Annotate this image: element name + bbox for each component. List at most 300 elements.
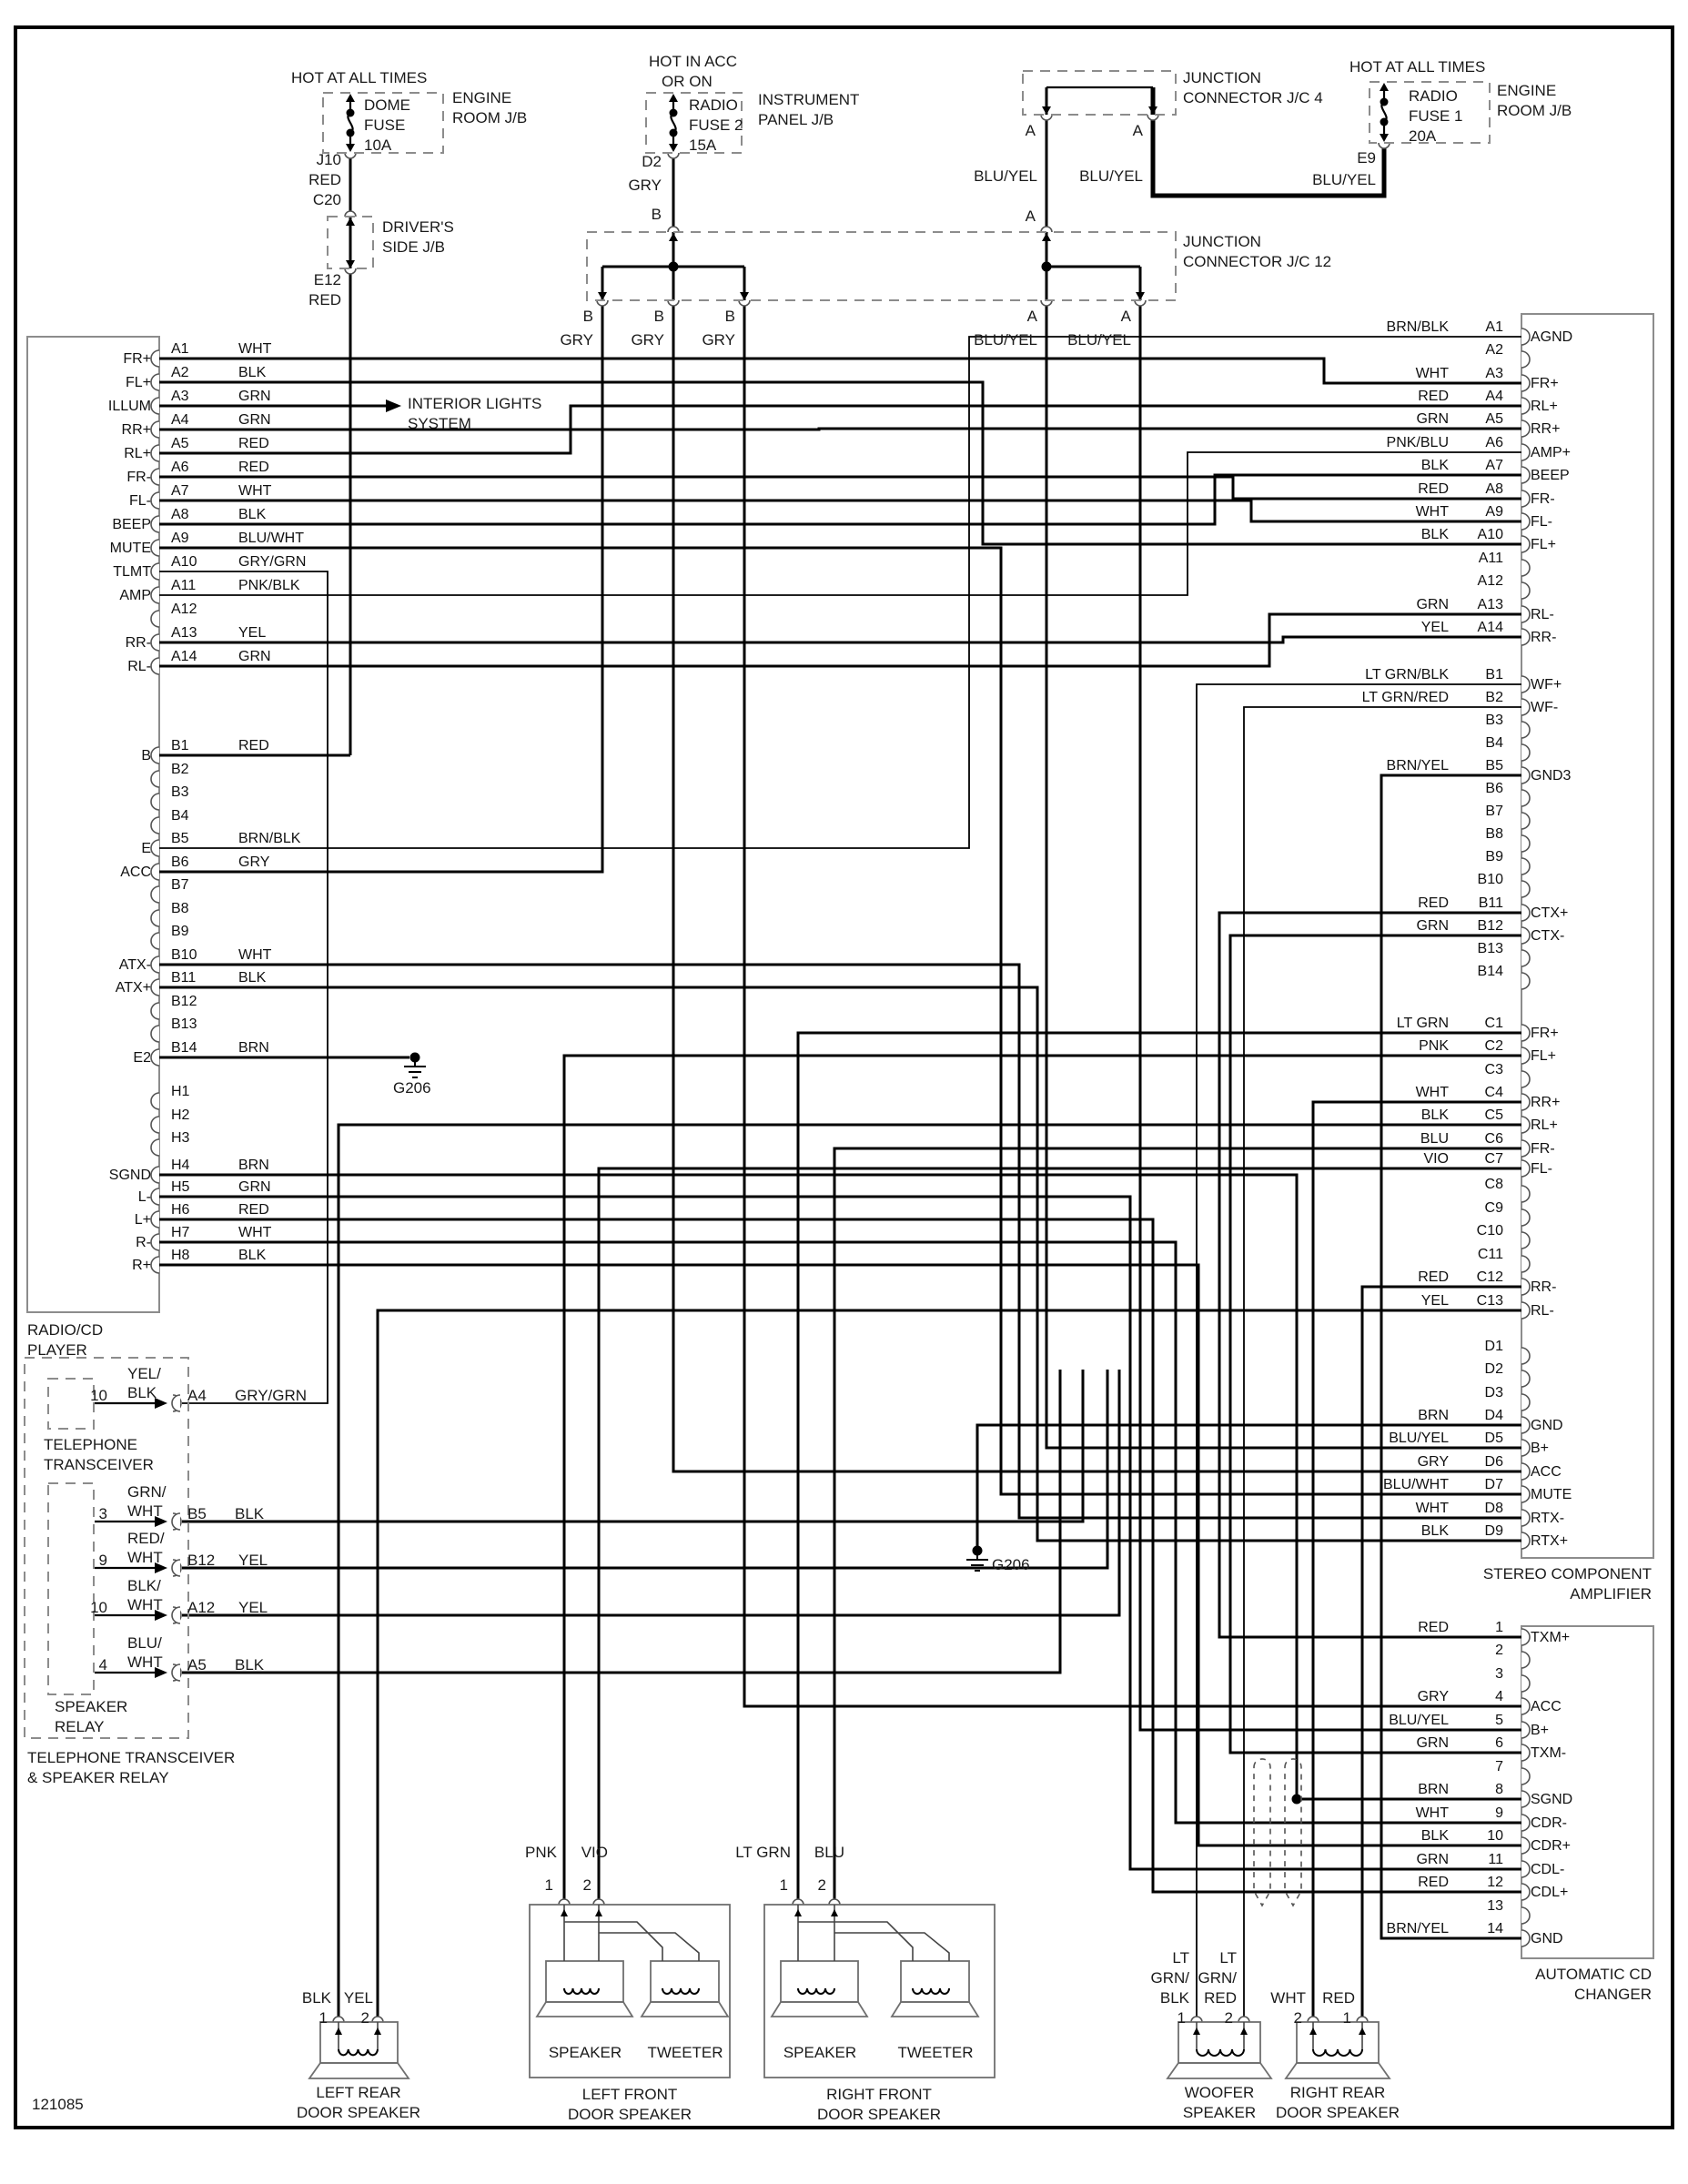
cd_changer-pin-name: CDR+ bbox=[1531, 1838, 1572, 1854]
label: J10 bbox=[316, 151, 341, 168]
label: 20A bbox=[1409, 127, 1437, 145]
radio-wire-color: WHT bbox=[238, 1225, 272, 1240]
label: YEL bbox=[238, 1552, 268, 1569]
amplifier-wire-color: PNK bbox=[1419, 1038, 1449, 1054]
label: HOT IN ACC bbox=[649, 53, 737, 70]
label: SPEAKER bbox=[1182, 2104, 1257, 2121]
label: FUSE bbox=[364, 116, 406, 134]
amplifier-pin-number: D4 bbox=[1484, 1408, 1503, 1423]
label: E9 bbox=[1357, 149, 1376, 167]
radio-pin-name: FL+ bbox=[125, 375, 151, 390]
amplifier-pin-number: C5 bbox=[1484, 1107, 1503, 1123]
label: HOT AT ALL TIMES bbox=[291, 69, 428, 86]
label: LT bbox=[1219, 1949, 1237, 1967]
shape bbox=[347, 129, 355, 137]
amplifier-pin-number: D2 bbox=[1484, 1361, 1503, 1377]
amplifier-pin-name: RR- bbox=[1531, 1279, 1557, 1295]
label: DOOR SPEAKER bbox=[816, 2106, 942, 2123]
amplifier-pin-number: A2 bbox=[1485, 342, 1503, 358]
label: TELEPHONE bbox=[44, 1436, 137, 1453]
label: HOT AT ALL TIMES bbox=[1349, 58, 1486, 76]
wire-a13-yel-rr- bbox=[159, 637, 1521, 642]
amplifier-pin-name: CTX+ bbox=[1531, 905, 1569, 921]
label: B bbox=[724, 308, 735, 325]
label: A bbox=[1132, 122, 1143, 139]
amplifier-pin-number: A6 bbox=[1485, 435, 1503, 450]
radio-pin-number: A8 bbox=[171, 507, 189, 522]
amplifier-pin-name: AGND bbox=[1531, 329, 1573, 345]
shape bbox=[561, 1909, 568, 1916]
shape bbox=[1042, 106, 1051, 115]
radio-pin-number: A5 bbox=[171, 436, 189, 451]
right-rear-door-speaker bbox=[1286, 2022, 1390, 2078]
radio-pin-number: A11 bbox=[171, 578, 197, 593]
label: GRY/GRN bbox=[235, 1387, 308, 1404]
label: A5 bbox=[187, 1656, 207, 1673]
amplifier-wire-color: LT GRN/RED bbox=[1361, 690, 1449, 705]
amplifier-wire-color: GRN bbox=[1416, 597, 1449, 612]
amplifier-wire-color: BLK bbox=[1420, 458, 1449, 473]
cd_changer-pin-name: TXM+ bbox=[1531, 1630, 1571, 1645]
wire-amp-c13-lr-spk2 bbox=[378, 1310, 1521, 2022]
amplifier-pin-number: D5 bbox=[1484, 1431, 1503, 1446]
cd_changer-pin-number: 9 bbox=[1495, 1805, 1503, 1821]
label: 2 bbox=[817, 1876, 826, 1894]
radio-pin-name: FR+ bbox=[123, 351, 151, 367]
shape bbox=[669, 233, 678, 241]
amplifier-pin-number: C6 bbox=[1484, 1131, 1503, 1147]
label: RED/ bbox=[127, 1530, 165, 1547]
amplifier-wire-color: WHT bbox=[1415, 366, 1449, 381]
amplifier-pin-number: D9 bbox=[1484, 1523, 1503, 1539]
wire-amp-b12-txm- bbox=[1230, 935, 1521, 1753]
wire-a14-grn-rl- bbox=[159, 614, 1521, 666]
label: 1 bbox=[1342, 2009, 1351, 2027]
amplifier-pin-number: D8 bbox=[1484, 1501, 1503, 1516]
radio-wire-color: YEL bbox=[238, 625, 267, 641]
radio-pin-number: A13 bbox=[171, 625, 197, 641]
shape bbox=[564, 1988, 599, 1994]
left-rear-door-speaker bbox=[309, 2022, 409, 2078]
amplifier-pin-number: A1 bbox=[1485, 319, 1503, 335]
amplifier-pin-name: FL- bbox=[1531, 1161, 1552, 1177]
cd_changer-wire-color: RED bbox=[1418, 1875, 1449, 1890]
amplifier-pin-name: FR+ bbox=[1531, 376, 1559, 391]
label: FUSE 2 bbox=[689, 116, 743, 134]
radio-pin-name: TLMT bbox=[113, 564, 151, 580]
radio-pin-name: R- bbox=[136, 1235, 151, 1250]
label: B12 bbox=[187, 1552, 216, 1569]
label: GRN/ bbox=[1150, 1969, 1189, 1987]
shape bbox=[740, 292, 749, 300]
amplifier-pin-name: CTX- bbox=[1531, 928, 1565, 944]
amplifier-pin-number: C3 bbox=[1484, 1062, 1503, 1077]
shape bbox=[1167, 2063, 1271, 2078]
cd_changer-pin-name: TXM- bbox=[1531, 1745, 1567, 1761]
amplifier-pin-number: C8 bbox=[1484, 1177, 1503, 1192]
shape bbox=[1309, 2027, 1317, 2035]
amplifier-pin-number: A5 bbox=[1485, 411, 1503, 427]
label: A bbox=[1025, 122, 1036, 139]
radio-pin-name: R+ bbox=[132, 1258, 151, 1273]
shape bbox=[346, 217, 355, 226]
radio-wire-color: GRN bbox=[238, 1179, 271, 1195]
amplifier-pin-name: RR+ bbox=[1531, 1095, 1561, 1110]
cd_changer-pin-name: GND bbox=[1531, 1931, 1563, 1946]
shape bbox=[798, 1988, 834, 1994]
shape bbox=[651, 1961, 719, 2002]
label: GRN/ bbox=[1198, 1969, 1237, 1987]
shape bbox=[1292, 1795, 1302, 1805]
shape bbox=[1148, 106, 1157, 115]
cd_changer-pin-number: 7 bbox=[1495, 1759, 1503, 1774]
wire-b5-brnblk-agnd bbox=[159, 337, 1521, 848]
shape bbox=[1313, 2049, 1362, 2056]
label: RELAY bbox=[55, 1718, 105, 1735]
amplifier-wire-color: BLU bbox=[1420, 1131, 1449, 1147]
label: B bbox=[651, 206, 662, 223]
radio-wire-color: WHT bbox=[238, 483, 272, 499]
label: 1 bbox=[779, 1876, 788, 1894]
amplifier-pin-number: C11 bbox=[1477, 1247, 1503, 1262]
amplifier-pin-number: A10 bbox=[1477, 527, 1503, 542]
label: 2 bbox=[1293, 2009, 1302, 2027]
shape bbox=[1286, 2063, 1390, 2078]
wire-a6-red-fr- bbox=[159, 477, 1521, 499]
radio-pin-number: H3 bbox=[171, 1130, 190, 1146]
amplifier-pin-name: RL- bbox=[1531, 1303, 1554, 1319]
amplifier-pin-name: B+ bbox=[1531, 1441, 1550, 1456]
dome-fuse-symbol bbox=[346, 94, 355, 152]
amplifier-wire-color: YEL bbox=[1420, 1293, 1449, 1309]
shape bbox=[374, 2027, 381, 2035]
amplifier-pin-name: ACC bbox=[1531, 1464, 1562, 1480]
label: ROOM J/B bbox=[1497, 102, 1572, 119]
wire bbox=[798, 1922, 913, 1961]
label: OR ON bbox=[662, 73, 713, 90]
label: RED bbox=[1322, 1989, 1355, 2007]
label: 1 bbox=[1177, 2009, 1186, 2027]
radio-pin-name: B bbox=[141, 748, 151, 763]
radio-pin-number: H7 bbox=[171, 1225, 190, 1240]
shape bbox=[781, 1961, 858, 2002]
label: A12 bbox=[187, 1599, 216, 1616]
amplifier-wire-color: RED bbox=[1418, 1269, 1449, 1285]
radio-pin-number: A10 bbox=[171, 554, 197, 570]
amplifier-pin-number: C2 bbox=[1484, 1038, 1503, 1054]
amplifier-pin-number: B8 bbox=[1485, 826, 1503, 842]
radio-pin-number: B4 bbox=[171, 808, 189, 824]
label: TWEETER bbox=[897, 2044, 974, 2061]
radio-wire-color: GRN bbox=[238, 649, 271, 664]
amplifier-wire-color: WHT bbox=[1415, 504, 1449, 520]
shape bbox=[339, 2049, 378, 2055]
radio-pin-number: B13 bbox=[171, 1016, 197, 1032]
label: 1 bbox=[544, 1876, 553, 1894]
amplifier-wire-color: RED bbox=[1418, 389, 1449, 404]
shape bbox=[346, 94, 355, 102]
label: G206 bbox=[992, 1556, 1030, 1573]
amplifier-wire-color: YEL bbox=[1420, 620, 1449, 635]
label: JUNCTION bbox=[1183, 69, 1261, 86]
radio-wire-color: BRN bbox=[238, 1040, 269, 1056]
cd_changer-pin-number: 14 bbox=[1487, 1921, 1503, 1936]
cd_changer-pin-number: 13 bbox=[1487, 1898, 1503, 1914]
radio-pin-number: B7 bbox=[171, 877, 189, 893]
label: A bbox=[1025, 207, 1036, 225]
amplifier-pin-number: B12 bbox=[1477, 918, 1503, 934]
wire-bluyel-amp-d5 bbox=[1046, 87, 1521, 1448]
label: RED bbox=[1204, 1989, 1237, 2007]
shape bbox=[1254, 1759, 1270, 1906]
shape bbox=[598, 292, 607, 300]
shield-twisted-pair bbox=[1254, 1759, 1301, 1906]
amplifier-wire-color: GRN bbox=[1416, 918, 1449, 934]
label: 10 bbox=[90, 1599, 107, 1616]
amplifier-wire-color: RED bbox=[1418, 481, 1449, 497]
label: BLK bbox=[1159, 1989, 1189, 2007]
amplifier-pin-name: FL- bbox=[1531, 514, 1552, 530]
wire-a9-bluwht-mute bbox=[159, 548, 1521, 1494]
amplifier-wire-color: PNK/BLU bbox=[1386, 435, 1449, 450]
amplifier-pin-number: B5 bbox=[1485, 758, 1503, 774]
shape bbox=[1380, 134, 1389, 142]
shape bbox=[1240, 2027, 1248, 2035]
radio-pin-name: ATX- bbox=[118, 957, 151, 973]
label: GRY bbox=[702, 331, 735, 349]
shape bbox=[669, 144, 678, 152]
radio-wire-color: BLK bbox=[238, 970, 267, 986]
cd_changer-pin-name: ACC bbox=[1531, 1699, 1562, 1714]
amplifier-wire-color: BLK bbox=[1420, 1107, 1449, 1123]
label: WHT bbox=[127, 1653, 163, 1671]
amplifier-wire-color: RED bbox=[1418, 895, 1449, 911]
cd_changer-pin-number: 5 bbox=[1495, 1713, 1503, 1728]
amplifier-pin-number: B4 bbox=[1485, 735, 1503, 751]
radio-pin-number: H8 bbox=[171, 1248, 190, 1263]
radio-pin-number: H6 bbox=[171, 1202, 190, 1218]
label: INSTRUMENT bbox=[758, 91, 860, 108]
label: AMPLIFIER bbox=[1570, 1585, 1652, 1603]
label: B bbox=[582, 308, 593, 325]
label: 3 bbox=[98, 1505, 107, 1522]
label: WHT bbox=[127, 1596, 163, 1613]
label: TWEETER bbox=[647, 2044, 723, 2061]
amplifier-pin-name: FR- bbox=[1531, 491, 1555, 507]
label: A bbox=[1026, 308, 1037, 325]
radio-pin-name: ILLUM bbox=[107, 399, 151, 414]
amplifier-pin-number: B3 bbox=[1485, 713, 1503, 728]
radio-wire-color: WHT bbox=[238, 341, 272, 357]
shape bbox=[595, 1909, 602, 1916]
amplifier-pin-number: B14 bbox=[1477, 964, 1503, 979]
label: LT bbox=[1172, 1949, 1189, 1967]
amplifier-wire-color: VIO bbox=[1423, 1151, 1449, 1167]
radio-wire-color: BLK bbox=[238, 365, 267, 380]
amplifier-pin-name: RL+ bbox=[1531, 1117, 1558, 1133]
wire bbox=[564, 1922, 662, 1961]
label: RADIO bbox=[1409, 87, 1458, 105]
shape bbox=[669, 262, 679, 272]
label: DOOR SPEAKER bbox=[1275, 2104, 1400, 2121]
radio-wire-color: GRN bbox=[238, 389, 271, 404]
amplifier-pin-name: RR+ bbox=[1531, 421, 1561, 437]
amplifier-pin-number: C1 bbox=[1484, 1016, 1503, 1031]
label: RIGHT FRONT bbox=[826, 2086, 932, 2103]
label: PANEL J/B bbox=[758, 111, 834, 128]
label: DOOR SPEAKER bbox=[567, 2106, 692, 2123]
label: FUSE 1 bbox=[1409, 107, 1463, 125]
label: BLU/YEL bbox=[1312, 171, 1376, 188]
label: RIGHT REAR bbox=[1289, 2084, 1386, 2101]
amplifier-pin-number: B11 bbox=[1478, 895, 1503, 911]
shape bbox=[1197, 2049, 1244, 2056]
amplifier-wire-color: GRN bbox=[1416, 411, 1449, 427]
label: SPEAKER bbox=[548, 2044, 622, 2061]
wire-a7-wht-fl- bbox=[159, 500, 1521, 521]
label: LT GRN bbox=[735, 1844, 791, 1861]
amplifier-pin-number: B13 bbox=[1477, 941, 1503, 956]
label: RED bbox=[308, 171, 341, 188]
label: 10A bbox=[364, 136, 392, 154]
radio-pin-name: RL- bbox=[127, 659, 151, 674]
shape bbox=[346, 260, 355, 268]
radio-wire-color: BLK bbox=[238, 507, 267, 522]
label: RED bbox=[308, 291, 341, 308]
amplifier-pin-name: RL- bbox=[1531, 607, 1554, 622]
label: WHT bbox=[127, 1502, 163, 1520]
amplifier-pin-name: FR+ bbox=[1531, 1026, 1559, 1041]
wire-a4-grn-rr+ bbox=[159, 429, 1521, 430]
diagram-number: 121085 bbox=[32, 2096, 84, 2113]
label: C20 bbox=[312, 191, 341, 208]
label: GRY bbox=[628, 177, 662, 194]
label: CONNECTOR J/C 4 bbox=[1183, 89, 1323, 106]
radio-pin-name: ACC bbox=[120, 864, 151, 880]
radio-pin-name: RL+ bbox=[124, 446, 151, 461]
label: INTERIOR LIGHTS bbox=[408, 395, 542, 412]
amplifier-pin-name: FL+ bbox=[1531, 1048, 1557, 1064]
amplifier-pin-name: WF- bbox=[1531, 700, 1559, 715]
label: 1 bbox=[318, 2009, 328, 2027]
radio-pin-number: H1 bbox=[171, 1084, 190, 1099]
shape bbox=[1042, 262, 1052, 272]
amplifier-wire-color: WHT bbox=[1415, 1085, 1449, 1100]
radio-pin-number: A14 bbox=[171, 649, 197, 664]
label: 10 bbox=[90, 1387, 107, 1404]
amplifier-pin-number: A3 bbox=[1485, 366, 1503, 381]
amplifier-pin-name: GND bbox=[1531, 1418, 1563, 1433]
label: STEREO COMPONENT bbox=[1482, 1565, 1652, 1582]
radio-pin-name: RR- bbox=[125, 635, 151, 651]
label: YEL/ bbox=[127, 1365, 161, 1382]
cd_changer-wire-color: BRN bbox=[1418, 1782, 1449, 1797]
radio-pin-number: B8 bbox=[171, 901, 189, 916]
label: A bbox=[1120, 308, 1131, 325]
amplifier-pin-number: A13 bbox=[1477, 597, 1503, 612]
amplifier-wire-color: GRY bbox=[1417, 1454, 1449, 1470]
amplifier-pin-number: A11 bbox=[1478, 551, 1503, 566]
amplifier-wire-color: BLU/YEL bbox=[1389, 1431, 1449, 1446]
label: 4 bbox=[98, 1656, 107, 1673]
shape bbox=[662, 1988, 699, 1994]
amplifier-pin-name: BEEP bbox=[1531, 468, 1570, 483]
label: & SPEAKER RELAY bbox=[27, 1769, 169, 1786]
amplifier-pin-number: D3 bbox=[1484, 1385, 1503, 1400]
shape bbox=[1136, 292, 1145, 300]
shape bbox=[794, 1909, 802, 1916]
radio-wire-color: GRY bbox=[238, 854, 270, 870]
amplifier-pin-number: B9 bbox=[1485, 849, 1503, 864]
radio-pin-name: SGND bbox=[108, 1168, 151, 1183]
radio-wire-color: RED bbox=[238, 436, 269, 451]
amplifier-pin-name: RTX+ bbox=[1531, 1533, 1569, 1549]
amplifier-pin-number: A12 bbox=[1477, 573, 1503, 589]
label: SIDE J/B bbox=[382, 238, 445, 256]
shape bbox=[1178, 2022, 1260, 2063]
label: YEL bbox=[238, 1599, 268, 1616]
amplifier-pin-number: B7 bbox=[1485, 804, 1503, 819]
label: DOME bbox=[364, 96, 410, 114]
amplifier-pin-number: A4 bbox=[1485, 389, 1503, 404]
radio-pin-name: BEEP bbox=[112, 517, 151, 532]
label: ROOM J/B bbox=[452, 109, 528, 126]
label: G206 bbox=[393, 1079, 431, 1097]
amplifier-pin-name: WF+ bbox=[1531, 677, 1562, 693]
radio-pin-number: B11 bbox=[171, 970, 197, 986]
amplifier-pin-number: D7 bbox=[1484, 1477, 1503, 1492]
radio-pin-number: A7 bbox=[171, 483, 189, 499]
label: BLU/ bbox=[127, 1634, 162, 1652]
cd_changer-pin-number: 8 bbox=[1495, 1782, 1503, 1797]
label: CHANGER bbox=[1573, 1986, 1652, 2003]
shape bbox=[831, 1909, 838, 1916]
radio-pin-number: A6 bbox=[171, 460, 189, 475]
label: BLK bbox=[127, 1384, 157, 1401]
shape bbox=[537, 2002, 632, 2017]
label: WOOFER bbox=[1184, 2084, 1255, 2101]
label: YEL bbox=[343, 1989, 373, 2007]
shape bbox=[1042, 233, 1051, 241]
cd_changer-wire-color: GRY bbox=[1417, 1689, 1449, 1704]
label: SPEAKER bbox=[55, 1698, 128, 1715]
amplifier-wire-color: BLK bbox=[1420, 1523, 1449, 1539]
label: BLK bbox=[235, 1656, 265, 1673]
shape bbox=[670, 129, 678, 137]
shape bbox=[320, 2022, 398, 2063]
interior-lights-arrow bbox=[386, 399, 401, 412]
wire-a1-wht-fr+ bbox=[159, 359, 1521, 383]
label: BLU/YEL bbox=[974, 167, 1037, 185]
radio-pin-name: AMP bbox=[119, 588, 151, 603]
radio-pin-number: B2 bbox=[171, 762, 189, 777]
label: CONNECTOR J/C 12 bbox=[1183, 253, 1332, 270]
radio-wire-color: BLK bbox=[238, 1248, 267, 1263]
label: RADIO/CD bbox=[27, 1321, 104, 1339]
cd_changer-pin-number: 12 bbox=[1487, 1875, 1503, 1890]
amplifier-wire-color: BLK bbox=[1420, 527, 1449, 542]
amplifier-pin-name: GND3 bbox=[1531, 768, 1572, 784]
label: AUTOMATIC CD bbox=[1535, 1966, 1652, 1983]
label: A4 bbox=[187, 1387, 207, 1404]
cd_changer-pin-number: 2 bbox=[1495, 1643, 1503, 1658]
label: JUNCTION bbox=[1183, 233, 1261, 250]
amplifier-pin-name: AMP+ bbox=[1531, 445, 1572, 460]
label: 2 bbox=[582, 1876, 591, 1894]
amplifier-pin-number: A14 bbox=[1477, 620, 1503, 635]
jc4-symbol bbox=[1042, 87, 1157, 115]
radio-pin-name: E bbox=[141, 841, 151, 856]
